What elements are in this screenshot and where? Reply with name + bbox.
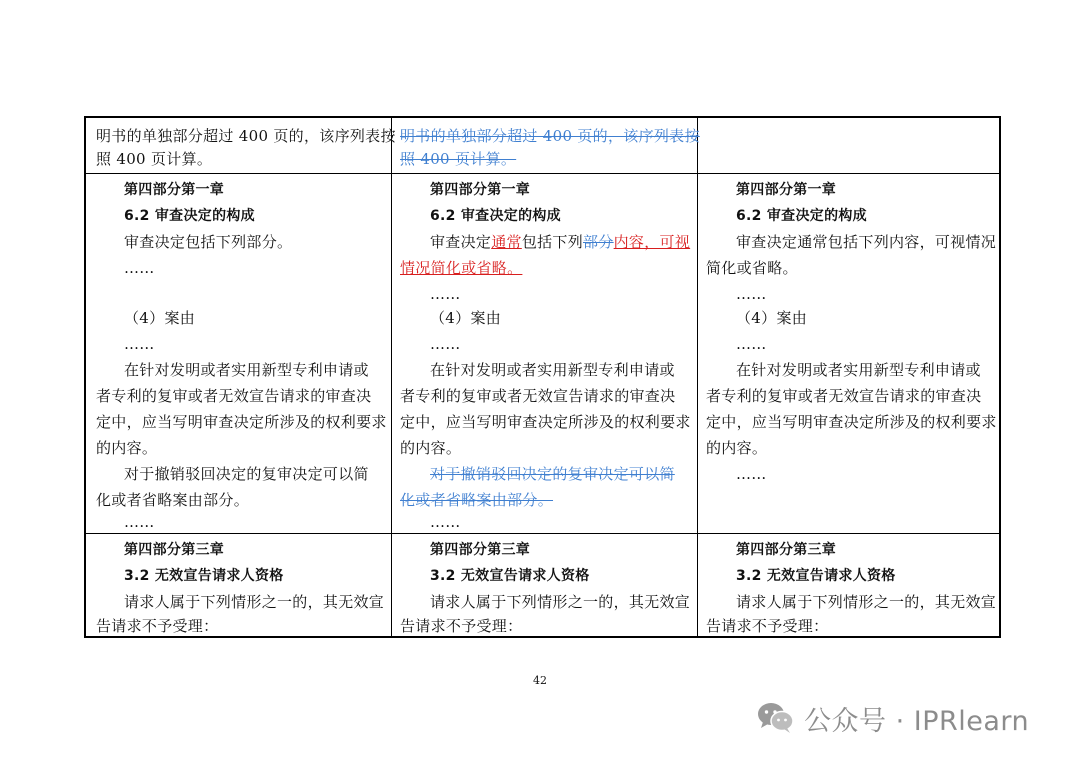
comparison-table [84, 116, 1001, 638]
section-subheading: 3.2 无效宣告请求人资格 [124, 568, 284, 584]
deleted-text-line: 照 400 页计算。 [400, 150, 517, 168]
text-line: 的内容。 [400, 439, 462, 457]
section-heading: 第四部分第三章 [736, 542, 837, 558]
section-heading: 第四部分第三章 [124, 542, 225, 558]
text-line: 者专利的复审或者无效宣告请求的审查决 [96, 387, 372, 405]
text-line: 定中，应当写明审查决定所涉及的权利要求 [96, 413, 387, 431]
section-heading: 第四部分第三章 [430, 542, 531, 558]
original-text-cell [86, 118, 396, 173]
ellipsis: …… [124, 259, 155, 277]
watermark [756, 698, 1029, 738]
text-span: 包括下列 [521, 233, 584, 251]
text-line: 请求人属于下列情形之一的，其无效宣 [736, 593, 997, 611]
wechat-icon [756, 701, 796, 735]
inserted-text: 内容，可视 [613, 233, 691, 251]
original-text-cell [86, 174, 392, 533]
text-line: 简化或省略。 [706, 259, 798, 277]
section-subheading: 6.2 审查决定的构成 [430, 208, 561, 224]
text-line: 者专利的复审或者无效宣告请求的审查决 [706, 387, 982, 405]
watermark-text: 公众号 · IPRlearn [804, 705, 1030, 737]
revision-text-cell [392, 534, 698, 638]
text-line: 化或者省略案由部分。 [96, 491, 250, 509]
deleted-text-line: 化或者省略案由部分。 [400, 491, 554, 509]
revised-text-cell [698, 174, 1001, 533]
text-line: 定中，应当写明审查决定所涉及的权利要求 [400, 413, 691, 431]
text-line: （4）案由 [430, 309, 502, 327]
section-subheading: 3.2 无效宣告请求人资格 [430, 568, 590, 584]
text-line: 在针对发明或者实用新型专利申请或 [430, 361, 675, 379]
inserted-text: 通常 [491, 233, 522, 251]
revision-text-cell [392, 174, 698, 533]
ellipsis: …… [124, 513, 155, 531]
deleted-text: 部分 [583, 233, 614, 251]
text-line: 告请求不予受理： [400, 617, 523, 635]
text-line: 定中，应当写明审查决定所涉及的权利要求 [706, 413, 997, 431]
ellipsis: …… [430, 335, 461, 353]
text-line: 审查决定包括下列部分。 [124, 233, 293, 251]
ellipsis: …… [736, 335, 767, 353]
revised-text-cell [698, 534, 1001, 638]
text-line: 的内容。 [96, 439, 158, 457]
ellipsis: …… [430, 513, 461, 531]
section-subheading: 6.2 审查决定的构成 [124, 208, 255, 224]
text-line: 告请求不予受理： [706, 617, 829, 635]
text-line: 请求人属于下列情形之一的，其无效宣 [430, 593, 691, 611]
inserted-text: 情况简化或省略。 [400, 259, 523, 277]
revised-text-cell [698, 118, 1001, 173]
ellipsis: …… [124, 335, 155, 353]
text-line: 照 400 页计算。 [96, 150, 213, 168]
section-heading: 第四部分第一章 [736, 182, 837, 198]
section-heading: 第四部分第一章 [430, 182, 531, 198]
table-row [86, 534, 999, 638]
page-number: 42 [533, 674, 547, 687]
original-text-cell [86, 534, 392, 638]
text-line: 者专利的复审或者无效宣告请求的审查决 [400, 387, 676, 405]
text-span: 审查决定 [430, 233, 492, 251]
deleted-text-line: 对于撤销驳回决定的复审决定可以简 [430, 465, 675, 483]
text-line: 审查决定通常包括下列内容，可视情况 [736, 233, 997, 251]
revision-line [430, 232, 690, 252]
text-line: （4）案由 [124, 309, 196, 327]
section-heading: 第四部分第一章 [124, 182, 225, 198]
deleted-text-line: 明书的单独部分超过 400 页的，该序列表按 [400, 127, 700, 145]
text-line: 明书的单独部分超过 400 页的，该序列表按 [96, 127, 396, 145]
ellipsis: …… [430, 285, 461, 303]
table-row [86, 118, 999, 174]
ellipsis: …… [736, 285, 767, 303]
section-subheading: 3.2 无效宣告请求人资格 [736, 568, 896, 584]
section-subheading: 6.2 审查决定的构成 [736, 208, 867, 224]
text-line: 的内容。 [706, 439, 768, 457]
ellipsis: …… [736, 465, 767, 483]
revision-text-cell [392, 118, 698, 173]
text-line: 在针对发明或者实用新型专利申请或 [736, 361, 981, 379]
text-line: 告请求不予受理： [96, 617, 219, 635]
text-line: 请求人属于下列情形之一的，其无效宣 [124, 593, 385, 611]
text-line: （4）案由 [736, 309, 808, 327]
text-line: 对于撤销驳回决定的复审决定可以简 [124, 465, 369, 483]
table-row [86, 174, 999, 534]
text-line: 在针对发明或者实用新型专利申请或 [124, 361, 369, 379]
